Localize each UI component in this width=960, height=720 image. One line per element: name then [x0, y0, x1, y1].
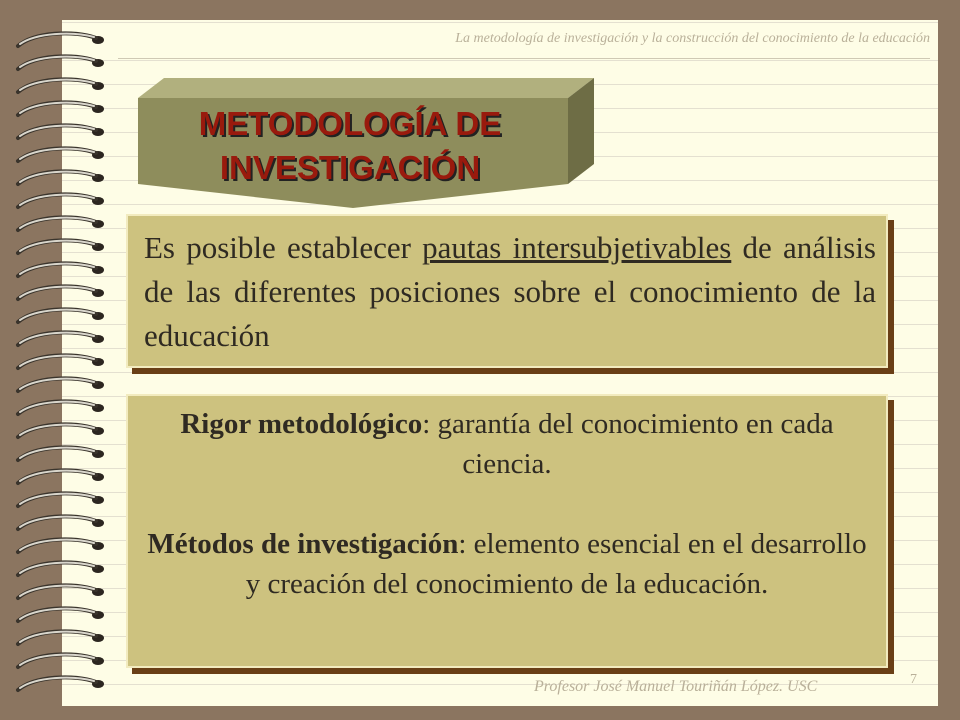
spiral-ring-icon [18, 447, 104, 460]
spiral-ring-icon [18, 424, 104, 437]
spiral-ring-icon [18, 332, 104, 345]
definition-rigor-text: : garantía del conocimiento en cada ciencia. [422, 408, 834, 480]
definition-rigor [142, 404, 872, 484]
definition-rigor-term: Rigor metodológico [180, 408, 423, 440]
definition-methods-text: : elemento esencial en el desarrollo y creación del conocimiento de la educación. [245, 528, 867, 600]
title-line-2: INVESTIGACIÓN [219, 149, 481, 186]
page-number: 7 [910, 672, 917, 687]
spiral-ring-icon [18, 585, 104, 598]
header-divider [118, 58, 930, 59]
statement-text-end: de análisis de las diferentes posiciones sobre el conocimiento de la educación [144, 230, 876, 353]
spiral-ring-icon [18, 125, 104, 138]
statement-box [126, 214, 888, 368]
spiral-ring-icon [18, 33, 104, 46]
spiral-ring-icon [18, 516, 104, 529]
spiral-ring-icon [18, 677, 104, 690]
spiral-ring-icon [18, 539, 104, 552]
spiral-ring-icon [18, 631, 104, 644]
spiral-ring-icon [18, 654, 104, 667]
spiral-ring-icon [18, 493, 104, 506]
spiral-ring-icon [18, 240, 104, 253]
spiral-ring-icon [18, 378, 104, 391]
spiral-ring-icon [18, 171, 104, 184]
spiral-ring-icon [18, 286, 104, 299]
spiral-ring-icon [18, 263, 104, 276]
spiral-ring-icon [18, 79, 104, 92]
spiral-ring-icon [18, 217, 104, 230]
spiral-ring-icon [18, 401, 104, 414]
spiral-ring-icon [18, 309, 104, 322]
spiral-ring-icon [18, 56, 104, 69]
title-line-1: METODOLOGÍA DE [198, 105, 502, 142]
spiral-ring-icon [18, 608, 104, 621]
spiral-ring-icon [18, 102, 104, 115]
spiral-ring-icon [18, 562, 104, 575]
spiral-ring-icon [18, 194, 104, 207]
spiral-ring-icon [18, 148, 104, 161]
footer-author: Profesor José Manuel Touriñán López. USC [534, 678, 818, 695]
slide-header: La metodología de investigación y la construcción del conocimiento de la educación [455, 31, 930, 46]
definition-methods-term: Métodos de investigación [147, 528, 459, 560]
slide-title [140, 102, 560, 190]
definition-methods [142, 524, 872, 604]
statement-underlined: pautas intersubjetivables [422, 230, 732, 265]
statement-text [144, 226, 876, 358]
definition-spacer [142, 484, 872, 524]
definitions-box [126, 394, 888, 668]
statement-text-start: Es posible establecer [144, 230, 423, 265]
spiral-binding-icon [14, 28, 114, 698]
spiral-ring-icon [18, 355, 104, 368]
spiral-ring-icon [18, 470, 104, 483]
